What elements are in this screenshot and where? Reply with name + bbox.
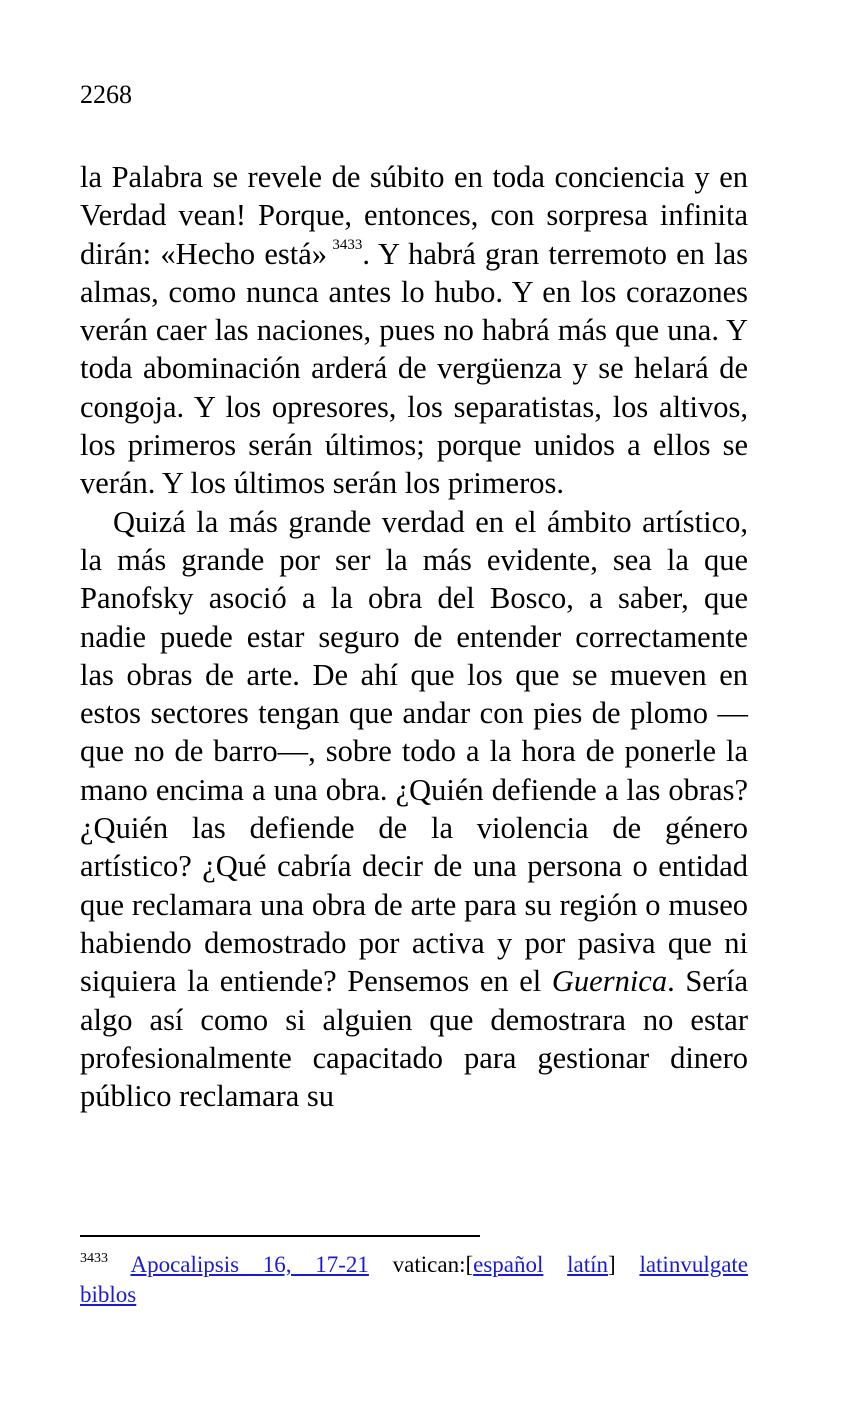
footnote-number: 3433 xyxy=(80,1251,108,1266)
page-number: 2268 xyxy=(80,80,132,109)
paragraph-1 xyxy=(80,158,748,503)
paragraph-1-text-b: . Y habrá gran terremoto en las almas, como nunca antes lo hubo. Y en los corazones verán caer las naciones, pues no habrá más que una. Y toda abominación arderá de vergüenza y se helará de congoja. Y los opresores, los separatistas, los altivos, los primeros serán últimos; porque unidos a ellos se verán. Y los últimos serán los primeros. xyxy=(80,236,748,501)
footnote xyxy=(80,1250,748,1310)
paragraph-2 xyxy=(80,503,748,1116)
footnote-reference-number: 3433 xyxy=(332,236,363,253)
body-text xyxy=(80,158,748,1115)
vatican-suffix: ] xyxy=(608,1252,616,1277)
link-latin[interactable]: latín xyxy=(567,1252,609,1277)
paragraph-2-text-a: Quizá la más grande verdad en el ámbito artístico, la más grande por ser la más evidente, sea la que Panofsky asoció a la obra del Bosco, a saber, que nadie puede estar seguro de entender correctamente las obras de arte. De ahí que los que se mueven en estos sectores tengan que andar con pies de plomo —que no de barro—, sobre todo a la hora de ponerle la mano encima a una obra. ¿Quién defiende a las obras? ¿Quién las defiende de la violencia de género artístico? ¿Qué cabría decir de una persona o entidad que reclamara una obra de arte para su región o museo habiendo demostrado por activa y por pasiva que ni siquiera la entiende? Pensemos en el xyxy=(80,504,748,999)
vatican-prefix: vatican:[ xyxy=(392,1252,474,1277)
link-latinvulgate[interactable]: latinvulgate xyxy=(639,1252,749,1277)
italic-title-guernica: Guernica xyxy=(551,964,668,999)
paragraph-1-text-a: la Palabra se revele de súbito en toda conciencia y en Verdad vean! Porque, entonces, con sorpresa infinita dirán: «Hecho está» xyxy=(80,160,748,271)
link-biblos[interactable]: biblos xyxy=(80,1282,137,1307)
link-espanol[interactable]: español xyxy=(473,1252,544,1277)
footnote-separator-rule xyxy=(80,1235,480,1237)
link-apocalipsis[interactable]: Apocalipsis 16, 17-21 xyxy=(130,1252,369,1277)
paragraph-2-text-b: . Sería algo así como si alguien que demostrara no estar profesionalmente capacitado para gestionar dinero público reclamara su xyxy=(80,964,748,1114)
footnote-reference-marker xyxy=(327,237,362,253)
